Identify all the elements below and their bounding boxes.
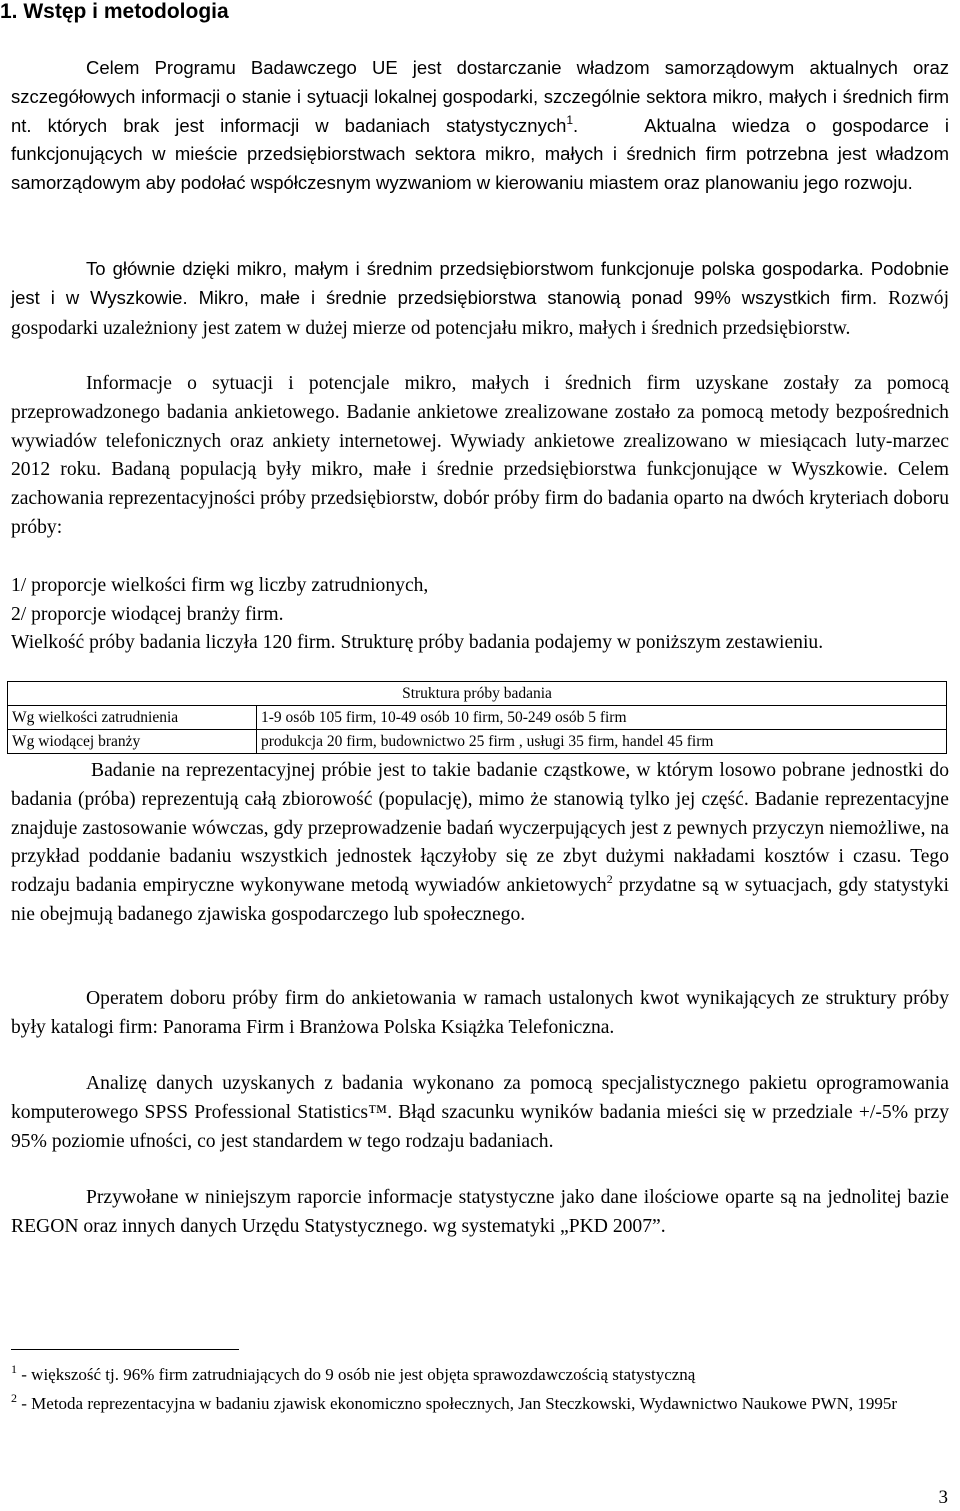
section-heading: 1. Wstęp i metodologia — [0, 0, 229, 23]
representative-text: Badanie na reprezentacyjnej próbie jest to takie badanie cząstkowe, w którym losowo pobrane jednostki do badania (próba) reprezentują całą zbiorowość (populację), mimo że stanowią tylko jej część. Badanie reprezentacyjne znajduje zastosowanie wówczas, gdy przeprowadzenie badań wyczerpujących jest z pewnych przyczyn niemożliwe, na przykład poddanie badaniu wszystkich jednostek łączyłoby się ze zbyt dużymi nakładami kosztów i czasu. Tego rodzaju badania empiryczne wykonywane metodą wywiadów ankietowych — [11, 760, 949, 897]
method-paragraph — [11, 370, 949, 543]
criteria-list — [11, 572, 949, 630]
footnote-number: 2 — [11, 1391, 17, 1405]
table-row — [8, 706, 947, 730]
sampling-frame-paragraph: Operatem doboru próby firm do ankietowania w ramach ustalonych kwot wynikających ze struktury próby były katalogi firm: Panorama Firm i Branżowa Polska Książka Telefoniczna. — [11, 988, 949, 1038]
sme-text-a: To głównie dzięki mikro, małym i średnim przedsiębiorstwom funkcjonuje polska gospodarka. Podobnie jest i w Wyszkowie. Mikro, małe i średnie przedsiębiorstwa stanowią ponad 99% wszystkich firm. — [11, 258, 949, 308]
sme-text-b: Rozwój gospodarki uzależniony jest zatem w dużej mierze od potencjału mikro, małych i średnich przedsiębiorstw. — [11, 287, 950, 339]
representative-sample-paragraph — [11, 757, 949, 930]
intro-text: Celem Programu Badawczego UE jest dostarczanie władzom samorządowym aktualnych oraz szczegółowych informacji o stanie i sytuacji lokalnej gospodarki, szczególnie sektora mikro, małych i średnich firm nt. których brak jest informacji w badaniach statystycznych — [11, 57, 949, 136]
intro-paragraph — [11, 54, 949, 198]
table-cell-value: produkcja 20 firm, budownictwo 25 firm , usługi 35 firm, handel 45 firm — [257, 730, 947, 754]
analysis-paragraph: Analizę danych uzyskanych z badania wykonano za pomocą specjalistycznego pakietu oprogramowania komputerowego SPSS Professional Statistics™. Błąd szacunku wyników badania mieści się w przedziale +/-5% przy 95% poziomie ufności, co jest standardem w tego rodzaju badaniach. — [11, 1073, 949, 1152]
footnote-ref-2: 2 — [606, 872, 613, 887]
list-item: 2/ proporcje wiodącej branży firm. — [11, 603, 284, 625]
footnote-divider — [11, 1349, 239, 1350]
method-text-a: Informacje o sytuacji i potencjale mikro, małych i średnich firm uzyskane zostały za pomocą przeprowadzonego badania ankietowego. — [11, 373, 949, 423]
page-number: 3 — [938, 1487, 948, 1508]
footnote-number: 1 — [11, 1362, 17, 1376]
intro-end: . — [573, 114, 579, 136]
current-knowledge-text: Aktualna wiedza o gospodarce i funkcjonujących w mieście przedsiębiorstwach sektora mikro, małych i średnich firm potrzebna jest władzom samorządowym aby podołać współczesnym wyzwaniom w kierowaniu miastem oraz planowaniu jego rozwoju. — [11, 114, 949, 194]
sample-structure-table — [7, 681, 947, 754]
representative-text-end: przydatne są w sytuacjach, gdy statystyki nie obejmują badanego zjawiska gospodarczego lub społecznego. — [11, 875, 949, 925]
footnote-2 — [11, 1393, 941, 1415]
table-cell-label: Wg wiodącej branży — [8, 730, 257, 754]
sample-size-sentence: Wielkość próby badania liczyła 120 firm. Strukturę próby badania podajemy w poniższym zestawieniu. — [11, 632, 824, 653]
footnote-text: - Metoda reprezentacyjna w badaniu zjawisk ekonomiczno społecznych, Jan Steczkowski, Wydawnictwo Naukowe PWN, 1995r — [21, 1394, 898, 1413]
list-item: 1/ proporcje wielkości firm wg liczby zatrudnionych, — [11, 575, 429, 596]
table-caption: Struktura próby badania — [8, 682, 947, 706]
statistics-source-paragraph: Przywołane w niniejszym raporcie informacje statystyczne jako dane ilościowe oparte są na jednolitej bazie REGON oraz innych danych Urzędu Statystycznego. wg systematyki „PKD 2007”. — [11, 1187, 949, 1237]
table-row — [8, 730, 947, 754]
footnote-1 — [11, 1364, 695, 1386]
footnote-ref-1: 1 — [566, 112, 574, 127]
footnote-text: - większość tj. 96% firm zatrudniających do 9 osób nie jest objęta sprawozdawczością statystyczną — [21, 1365, 696, 1384]
sme-paragraph — [11, 255, 949, 343]
method-text-b: Badanie ankietowe zrealizowane zostało za pomocą metody bezpośrednich wywiadów telefonicznych oraz ankiety internetowej. Wywiady ankietowe zrealizowano w miesiącach luty-marzec 2012 roku. Badaną populacją były mikro, małe i średnie przedsiębiorstwa funkcjonujące w Wyszkowie. Celem zachowania reprezentacyjności próby przedsiębiorstw, dobór próby firm do badania oparto na dwóch kryteriach doboru próby: — [11, 401, 949, 538]
table-cell-value: 1-9 osób 105 firm, 10-49 osób 10 firm, 50-249 osób 5 firm — [257, 706, 947, 730]
table-cell-label: Wg wielkości zatrudnienia — [8, 706, 257, 730]
